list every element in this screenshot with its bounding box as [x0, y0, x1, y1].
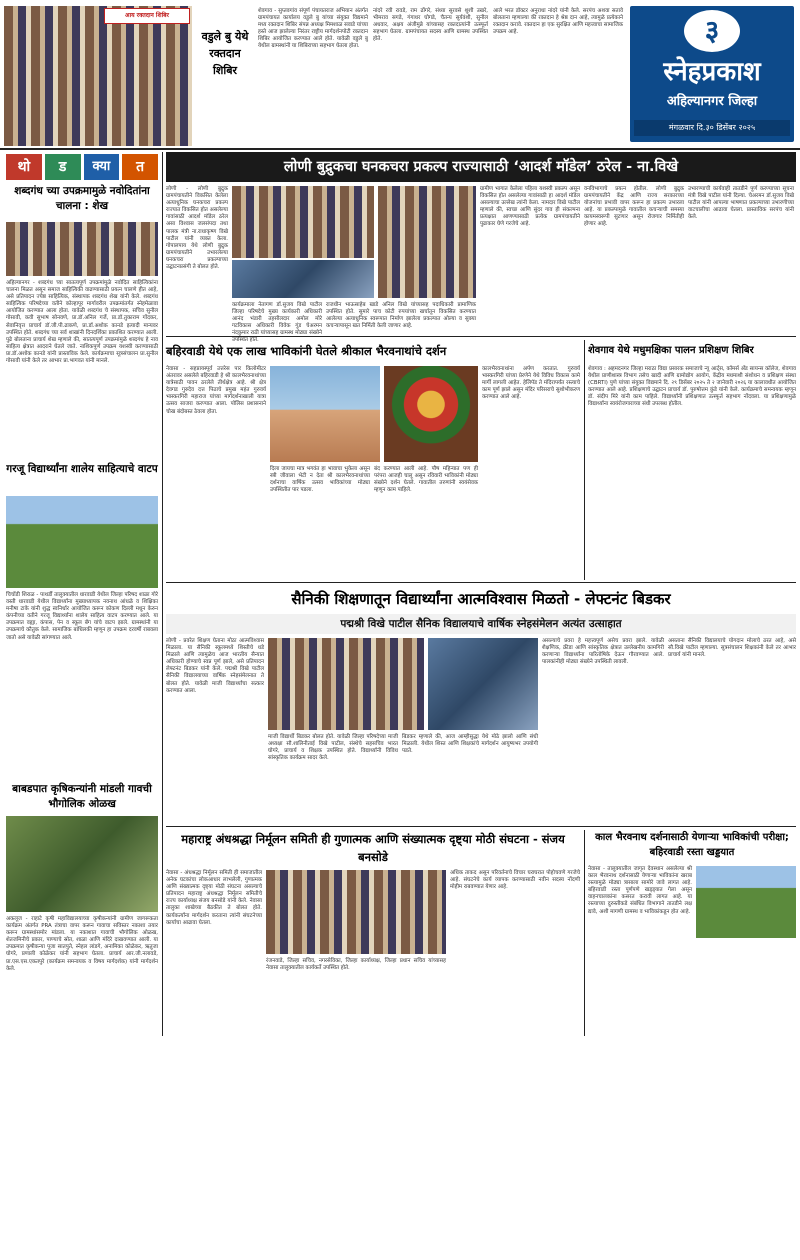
lead-headline [166, 152, 796, 182]
masthead-title: स्नेहप्रकाश [663, 57, 761, 87]
road-headline: काल भैरवनाथ दर्शनासाठी येणाऱ्या भाविकांची परीक्षा; बहिरवाडी रस्ता खड्डयात [595, 832, 789, 858]
bhairav-col4: कालभैरवनाथांना अर्पण करतात. गुरुवर्य भास्करगिरी यांच्या प्रेरणेने येथे विविध विकास कामे मार्गी लागली आहेत. हेलिपॅड ते मंदिरापर्यंत रस्त्याचे काम पूर्ण झाले असून मंदिर परिसराचे सुशोभीकरण करण्यात आले आहे. [482, 366, 580, 401]
lead-headline-text: लोणी बुद्रुकचा घनकचरा प्रकल्प राज्यासाठी ‘आदर्श मॉडेल’ ठरेल - ना.विखे [283, 159, 679, 175]
lead-col4: ग्रामीण भागात केलेला पहिला यशस्वी प्रकल्प असून विकसित होत असलेल्या गावांसाठी हा आदर्श मॉडेल असल्याचा उल्लेख त्यांनी केला. नामदार विखे पाटील म्हणाले की, स्वच्छ आणि सुंदर गाव ही संकल्पना प्रत्यक्षात आणण्यासाठी प्रत्येक ग्रामपंचायतीने पुढाकार घेणे गरजेचे आहे. [480, 186, 580, 228]
krushikanya-photo [6, 816, 158, 912]
sainik-col4: असल्याचे प्रवरा हे महत्त्वपूर्ण असेच प्रवरा झाले. यावेळी शैक्षणिक, क्रीडा आणि सांस्कृतिक क्षेत्रात उल्लेखनीय कामगिरी करणाऱ्या विद्यार्थ्यांना पारितोषिके देऊन गौरवण्यात आले. पालकांनीही मोठ्या संख्येने उपस्थिती लावली. [542, 638, 664, 666]
students-photo [6, 496, 158, 588]
tag-cell: थो [6, 154, 42, 180]
anis-col3: अधिक ताकद असून परिवर्तनाचे विचार घराघरात पोहोचवणे गरजेचे आहे. संघटनेचे कार्य व्यापक करण्यासाठी नवीन सदस्य नोंदणी मोहीम राबवण्यात येणार आहे. [450, 870, 580, 891]
thoughts-headline1: शब्दगंध च्या उपक्रमामुळे नवोदितांना चालना : शेख [14, 185, 150, 212]
masthead-date: मंगळवार दि.३० डिसेंबर २०२५ [634, 120, 790, 136]
sainik-col2: माजी विद्यार्थी बिडकर बोलत होते. यावेळी जिल्हा परिषदेच्या माजी अध्यक्षा सौ.शालिनीताई विखे पाटील, संस्थेचे सहसचिव भारत घोगरे, प्राचार्य व शिक्षक उपस्थित होते. विद्यार्थ्यांनी विविध सांस्कृतिक कार्यक्रम सादर केले. [268, 734, 398, 762]
thoughts-headline3: बाबडपात कृषिकन्यांनी मांडली गावची भौगोलिक ओळख [12, 783, 152, 810]
lead-photo-plaque [232, 260, 374, 298]
thoughts-body1: अहिल्यानगर - शब्दगंध च्या सातत्यपूर्ण उपक्रमांमुळे नवोदित साहित्यिकांना चालना मिळत असून समाज साहित्यिकी वाढण्यासाठी प्रयत्न चालणे हीत आहे, असे प्रतिपादन ज्येष्ठ साहित्यिक, संस्थापक शब्दगंध शेख यांनी केले. शब्दगंध साहित्यिक परिषदेच्या वतीने कोल्हापूर मार्गावरील उपक्रमांतर्गत स्नेहमेळावा आयोजित करण्यात आला होता. यावेळी शब्दगंध चे संस्थापक, सचिव सुनील गोसावी, कवी सुभाष सोनवणे, प्रा.डॉ.अनिल गर्जे, प्रा.डॉ.तुकाराम गोंदकर, सेवानिवृत्त प्राचार्य डॉ.जी.पी.ढाकणे, प्रा.डॉ.अशोक कानडे इत्यादी मान्यवर उपस्थित होते. शब्दगंध च्या सर्व शाखांनी दिनदर्शिका प्रकाशित करण्यात आली. पुढे बोलताना प्राचार्य शेख म्हणाले की, सातत्यपूर्ण उपक्रमांमुळे शब्दगंध हे नाव साहित्य क्षेत्रात आदराने घेतले जाते. नाशिकपूर्ण उपक्रम यशस्वी करण्यासाठी प्रा.डॉ.अशोक कानडे यांनी प्रास्ताविक केले. कार्यक्रमाचा सूत्रसंचालन प्रा.सुनील गोसावी यांनी केले तर आभार प्रा.भागवत यांनी मानले. [6, 280, 158, 365]
bhairav-col1: नेवासा - सहप्रायस्पूर्व उत्तरेस पार किलोमीटर अंतरावर असलेले बहिरवाडी हे श्री कालभैरवनाथांच्या यात्रेसाठी पावन ठरलेले तीर्थक्षेत्र आहे. श्री क्षेत्र देवगड गुरुदेव दत्त पिठाचे प्रमुख महंत गुरुवर्य भास्करगिरी महाराज यांच्या मार्गदर्शनाखाली यात्रा उत्सव साजरा करण्यात आला. पोलिस प्रशासनाने चोख बंदोबस्त ठेवला होता. [166, 366, 266, 415]
sainik-subheadline-bar [166, 614, 796, 634]
lead-col2: कार्यक्रमाला नेतागण डॉ.सुजय विखे पाटील जिल्हा परिषदेचे मुख्य कार्यकारी अधिकारी आनंद भंडारी तहसीलदार अमोल मोरे गटविकास अधिकारी विवेक गुंड चेअरमन नंदकुमार राठी यांच्यासह ग्रामस्थ मोठ्या संख्येने उपस्थित होते. [232, 302, 322, 344]
column-divider [162, 152, 163, 1036]
masthead [630, 6, 794, 142]
road-photo [696, 866, 796, 938]
sainik-photo-stage [428, 638, 538, 730]
column-divider [584, 830, 585, 1036]
bees-headline: शेवगाव येथे मधुमक्षिका पालन प्रशिक्षण शिबिर [588, 345, 754, 356]
bhairav-col3: बंद करण्यात आली आहे. पौष महिन्यात पण ही परंपरा आजही चालू असून रविवारी भाविकांनी मोठ्या संख्येने दर्शन घेतले. गावातील तरुणांनी स्वयंसेवक म्हणून काम पाहिले. [374, 466, 478, 494]
lead-col1: लोणी - लोणी बुद्रुक ग्रामपंचायतीने विकसित केलेला अत्याधुनिक घनकचरा प्रकल्प राज्यात विकसित होत असलेल्या गावांसाठी आदर्श मॉडेल ठरेल असा विश्वास जलसंपदा तथा पालक मंत्री ना.राधाकृष्ण विखे पाटील यांनी व्यक्त केला. गोपालपाय येथे लोणी बुद्रुक ग्रामपंचायतीने उभारलेल्या घनकचरा प्रकल्पाच्या उद्घाटनप्रसंगी ते बोलत होते. [166, 186, 228, 271]
ad-col2: नांदरे रवी रावडे, राम ढोंगरे, संध्या सुरवसे शुशी उखरे, भीमराव सगडे, गंगाधर घोगडे, चैतन्य सूर्यवंशी, सुनील अधवार, अक्षय अंजीमुन्ने यांच्यासह रक्तदात्यांनी उत्स्फूर्त सहभाग घेतला. ग्रामपंचायत सदस्य आणि ग्रामस्थ उपस्थित होते. [373, 8, 488, 43]
thoughts-headline2: गरजू विद्यार्थ्यांना शालेय साहित्याचे वाटप [6, 463, 158, 475]
thoughts-body3: अकलूज - राहाटे कृषी महाविद्यालयाच्या कृषीकन्यांनी ग्रामीण जागरूकता कार्यक्रम अंतर्गत PRA तंत्राचा वापर करून गावाचा सविस्तर नकाशा तयार करून ग्रामस्थांसमोर मांडला. या नकाशात गावाची भौगोलिक ओळख, शेतजमिनीचे प्रकार, पाण्याचे स्रोत, शाळा आणि मंदिरे दाखवण्यात आली. या उपक्रमात कृषीकन्या पूजा सातपुते, स्नेहल लांडगे, अनामिका कोळेकर, ऋतुजा घोगरे, प्रणाली कोळेकर यांनी सहभाग घेतला. प्राचार्य आर.जी.नलावडे, प्रा.एस.एस.एकतपुरे (कार्यक्रम समन्वयक व विषय मार्गदर्शक) यांनी मार्गदर्शन केले. [6, 916, 158, 972]
thoughts-body2: चिचोंडी शिराळ - पाथर्डी तालुक्यातील धारवाडी येथील जिल्हा परिषद शाळा गोरे वस्ती धारवाडी येथील विद्यार्थ्यांना मुख्याध्यापक नवनाथ आंधळे व शिक्षिका मनीषा टाके यांनी शुद्ध स्वनिर्धार आयोजित करून कोकण दिल्ली मधून केरुन कंपनीच्या वतीने गरजू विद्यार्थ्यांना शालेय साहित्य वाटप करण्यात आले. या उपक्रमात वह्या, कंपास, पेन व स्कूल बॅग यांचे वाटप झाले. ग्रामस्थांनी या उपक्रमाचे कौतुक केले. सामाजिक बांधिलकी म्हणून हा उपक्रम दरवर्षी राबवला जातो असे यावेळी सांगण्यात आले. [6, 592, 158, 641]
sainik-subheadline: पद्मश्री विखे पाटील सैनिक विद्यालयाचे वार्षिक स्नेहसंमेलन अत्यंत उत्साहात [340, 618, 622, 630]
sainik-col5: असताना सैनिकी विद्यालयाचे योगदान मोलाचे ठरत आहे, असे सौ.विखे पाटील म्हणाल्या. सूत्रसंचालन शिक्षकांनी केले तर आभार प्राचार्य यांनी मानले. [668, 638, 796, 659]
sainik-col1: लोणी - प्रवरेत शिक्षण घेताना मोठा आत्मविश्वास मिळाला. या सैनिकी स्कूलमध्ये शिस्तीचे धडे मिळाले आणि त्यामुळेच आज भारतीय सैन्यात अधिकारी होण्याचे स्वप्न पूर्ण झाले, असे प्रतिपादन लेफ्टनंट बिडकर यांनी केले. पद्मश्री विखे पाटील सैनिकी विद्यालयाच्या वार्षिक स्नेहसंमेलनात ते बोलत होते. यावेळी माजी विद्यार्थ्यांचा सत्कार करण्यात आला. [166, 638, 264, 694]
sainik-col3: बिडकर म्हणाले की, आज आम्हीसुद्धा येथे मोठे झालो आणि संधी मिळाली. येथील शिस्त आणि शिक्षकांचे मार्गदर्शन आयुष्यभर उपयोगी पडते. [402, 734, 538, 755]
blood-donation-banner: आय रक्तदान शिबिर [104, 8, 190, 24]
thoughts-tag [6, 154, 158, 180]
lead-col6: उभारण्याची कार्यवाही तातडीने पूर्ण करण्याच्या सूचना मंत्री विखे पाटील यांनी दिल्या. चेअरमन डॉ.सुजय विखे पाटील यांनी आपल्या भाषणात प्रकल्पाच्या उभारणीच्या वाटचालीचा आढावा घेतला. प्रास्ताविक सरपंच यांनी केले. [688, 186, 794, 221]
bhairav-col2: दिला जायचा मात्र भगवंत हा भावाचा भुकेला असून स्त्री जीवाला भेटी न देता श्री कालभैरवनाथांच्या दर्शनाचा वार्षिक उत्सव भाविकांच्या मोठ्या उपस्थितीत पार पडला. [270, 466, 370, 494]
anis-col2: रंजनवाडे, जिल्हा सचिव, नगरसेविका, जिल्हा कार्याध्यक्ष, जिल्हा प्रधान सचिव यांच्यासह नेवासा तालुक्यातील कार्यकर्ते उपस्थित होते. [266, 958, 446, 972]
masthead-subtitle: अहिल्यानगर जिल्हा [666, 94, 758, 109]
ad-col3: आले भरत डॉक्टर अनुराधा नांदरे यांनी केले. सरपंच अशवा सतावे बोलताना म्हणाल्या की रक्तदान हे श्रेष्ठ दान आहे, त्यामुळे प्रत्येकाने रक्तदान करावे. रक्तदान हा एक सुरक्षित आणि महत्त्वाचा सामाजिक उपक्रम आहे. [493, 8, 623, 36]
bees-body: शेवगाव : अहमदनगर जिल्हा मराठा विद्या प्रसारक समाजाचे न्यू आर्ट्स, कॉमर्स अँड सायन्स कॉलेज, शेवगाव येथील प्राणीशास्त्र विभाग तसेच खादी आणि ग्रामोद्योग आयोग, केंद्रीय मधमाशी संशोधन व प्रशिक्षण संस्था (CBRTI) पुणे यांच्या संयुक्त विद्यमाने दि. २९ डिसेंबर २०२५ ते २ जानेवारी २०२६ या कालावधीत आयोजित करण्यात आले आहे. प्रशिक्षणाचे उद्घाटन प्राचार्य डॉ. पुरुषोत्तम कुंडे यांनी केले. कार्यक्रमाचे समन्वयक म्हणून डॉ. संदीप मिरे यांनी काम पाहिले. विद्यार्थ्यांनी प्रशिक्षणात उत्स्फूर्त सहभाग नोंदवला. या प्रशिक्षणामुळे विद्यार्थ्यांना स्वयंरोजगाराच्या संधी उपलब्ध होतील. [588, 366, 796, 408]
deity-photo [384, 366, 478, 462]
blood-donation-photo [4, 6, 192, 146]
blood-donation-vertical-title: वडुले बु येथे रक्तदान शिबिर [201, 30, 249, 77]
page-number: ३ [684, 10, 740, 52]
bhairav-headline: बहिरवाडी येथे एक लाख भाविकांनी घेतले श्रीकाल भैरवनाथांचे दर्शन [166, 344, 447, 358]
shabdagandh-photo [6, 222, 158, 276]
road-body: नेवासा - तालुक्यातील जागृत देवस्थान असलेल्या श्री काल भैरवनाथ दर्शनासाठी येणाऱ्या भाविकांना खराब रस्त्यामुळे मोठ्या त्रासाला सामोरे जावे लागत आहे. बहिरवाडी रस्ता पूर्णपणे खड्ड्यात गेला असून वाहनचालकांना कसरत करावी लागत आहे. या रस्त्याच्या दुरुस्तीकडे संबंधित विभागाने तातडीने लक्ष द्यावे, अशी मागणी ग्रामस्थ व भाविकांकडून होत आहे. [588, 866, 692, 915]
ad-col1: शेवगाव - सुप्तवगांव संपूर्ण पंचायतराज अभियान अंतर्गत ग्रामपंचायत कार्यालय वडुले बु यांच्या संयुक्त विद्यमाने मध्य रक्तदान शिबिर संपन्न अध्यक्ष मिमशाळ सवाडे यांच्या हस्ते आज झालेल्या निरंतर राष्ट्रीय मार्गदर्शनपोटी रक्तदान शिबिर आयोजित करण्यात आले होते. यावेळी वडुले बु येथील ग्रामस्थांनी या शिबिराच्या सहभाग घेतला होता. [258, 8, 368, 50]
sainik-photo-award [268, 638, 424, 730]
anis-col1: नेवासा - अंधश्रद्धा निर्मूलन समिती ही समाजातील अनेक घटकांचा लोकआधार लाभलेली, गुणात्मक आणि संख्यात्मक दृष्ट्या मोठी संघटना असल्याचे प्रतिपादन महाराष्ट्र अंधश्रद्धा निर्मूलन समितीचे राज्य कार्याध्यक्ष संजय बनसोडे यांनी केले. नेवासा तालुका शाखेच्या बैठकीत ते बोलत होते. कार्यकर्त्यांना मार्गदर्शन करताना त्यांनी संघटनेच्या कार्याचा आढावा घेतला. [166, 870, 262, 926]
lead-col3: राजधीन भाऊसाहेब खाडे अनिल विखे यांच्यासह पदाधिकारी प्रामाणिक उपस्थित होते. सुमारे पाच कोटी रुपयांच्या खर्चातून विकसित करण्यात आलेल्या अत्याधुनिक स्वरूपात निर्माण झालेला प्रकल्पात ओल्या व सुक्या कचऱ्यापासून खत निर्मिती केली जाणार आहे. [326, 302, 476, 330]
anis-photo [266, 870, 446, 954]
divider [166, 336, 796, 337]
tag-cell: ड [45, 154, 81, 180]
lead-col5: वनविभागाचे प्रयत्न होतील. लोणी बुद्रुक ग्रामपंचायतीने केंद्र आणि राज्य सरकारच्या योजनांचा प्रभावी वापर करून हा प्रकल्प उभारला आहे. या प्रकल्पामुळे गावातील कचऱ्याची समस्या कायमस्वरूपी सुटणार असून रोजगार निर्मितीही होणार आहे. [584, 186, 684, 228]
sainik-headline: सैनिकी शिक्षणातून विद्यार्थ्यांना आत्मविश्वास मिळतो - लेफ्टनंट बिडकर [291, 590, 671, 608]
lead-photo-ceremony [232, 186, 374, 258]
lead-photo-group [378, 186, 476, 298]
temple-photo [270, 366, 380, 462]
anis-headline: महाराष्ट्र अंधश्रद्धा निर्मूलन समिती ही गुणात्मक आणि संख्यात्मक दृष्ट्या मोठी संघटना - संजय बनसोडे [181, 832, 565, 864]
column-divider [584, 340, 585, 580]
divider [166, 582, 796, 583]
tag-cell: त [122, 154, 158, 180]
divider [0, 148, 800, 150]
tag-cell: क्या [84, 154, 120, 180]
divider [166, 826, 796, 827]
